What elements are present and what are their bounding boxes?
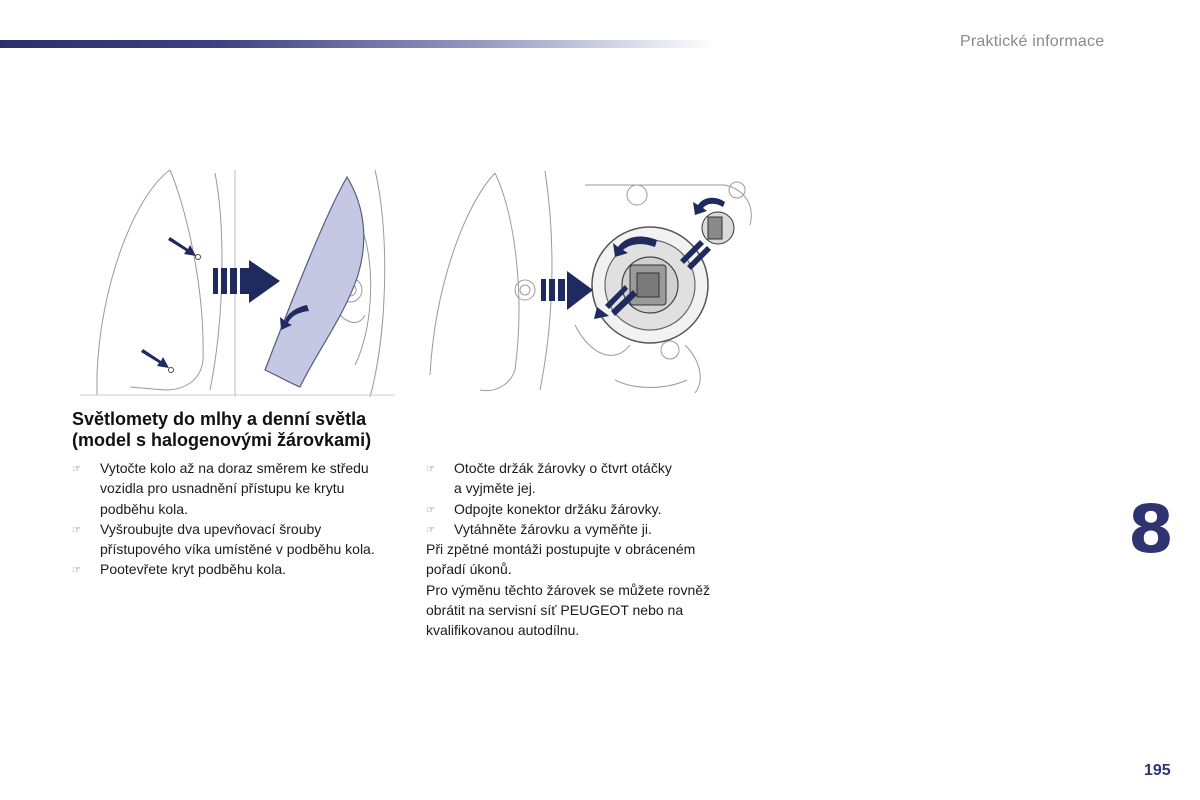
wheel-arch-cover bbox=[265, 177, 364, 387]
section-title: Praktické informace bbox=[960, 33, 1105, 50]
screw-icon bbox=[169, 368, 174, 373]
note-line: Pro výměnu těchto žárovek se můžete rovněž bbox=[426, 581, 711, 598]
page-number: 195 bbox=[1144, 762, 1171, 779]
instruction-line: Vyšroubujte dva upevňovací šrouby bbox=[100, 520, 322, 537]
note-line: kvalifikovanou autodílnu. bbox=[426, 622, 580, 639]
instruction-item bbox=[426, 458, 756, 499]
instruction-line: Vytočte kolo až na doraz směrem ke středu bbox=[100, 460, 369, 476]
heading-line: Světlomety do mlhy a denní světla bbox=[72, 409, 367, 429]
arrow-icon bbox=[141, 349, 169, 368]
instruction-line: a vyjměte jej. bbox=[454, 480, 536, 497]
note-line: obrátit na servisní síť PEUGEOT nebo na bbox=[426, 602, 684, 619]
instruction-item bbox=[426, 519, 756, 539]
direction-arrow-icon bbox=[541, 271, 593, 310]
note-paragraph bbox=[426, 580, 756, 641]
instruction-line: Otočte držák žárovky o čtvrt otáčky bbox=[454, 460, 672, 476]
pointing-hand-icon: ☞ bbox=[72, 565, 81, 577]
instruction-item bbox=[72, 559, 412, 579]
instruction-item bbox=[72, 458, 412, 519]
instruction-line: Odpojte konektor držáku žárovky. bbox=[454, 500, 662, 517]
direction-arrow-icon bbox=[213, 260, 280, 303]
bulb-holder-illustration bbox=[425, 165, 760, 400]
note-paragraph bbox=[426, 539, 756, 580]
screw-icon bbox=[196, 255, 201, 260]
instruction-item bbox=[426, 499, 756, 519]
pointing-hand-icon: ☞ bbox=[426, 464, 435, 475]
note-line: Při zpětné montáži postupujte v obráceném bbox=[426, 541, 696, 558]
heading-line: (model s halogenovými žárovkami) bbox=[72, 430, 372, 450]
note-line: pořadí úkonů. bbox=[426, 561, 512, 578]
instruction-item bbox=[72, 519, 412, 560]
instruction-line: přístupového víka umístěné v podběhu kola. bbox=[100, 541, 375, 558]
instruction-line: Vytáhněte žárovku a vyměňte ji. bbox=[454, 520, 652, 537]
header-gradient-bar bbox=[0, 40, 715, 48]
chapter-number: 8 bbox=[1128, 491, 1174, 568]
wheel-arch-cover-illustration bbox=[75, 165, 400, 400]
instruction-line: vozidla pro usnadnění přístupu ke krytu bbox=[100, 480, 345, 497]
pointing-hand-icon: ☞ bbox=[426, 504, 435, 516]
pointing-hand-icon: ☞ bbox=[426, 524, 435, 536]
pointing-hand-icon: ☞ bbox=[72, 524, 81, 536]
left-column bbox=[72, 458, 412, 580]
pointing-hand-icon: ☞ bbox=[72, 464, 81, 475]
instruction-line: podběhu kola. bbox=[100, 500, 188, 517]
right-column bbox=[426, 458, 756, 641]
section-heading bbox=[72, 409, 412, 451]
instruction-line: Pootevřete kryt podběhu kola. bbox=[100, 561, 287, 578]
